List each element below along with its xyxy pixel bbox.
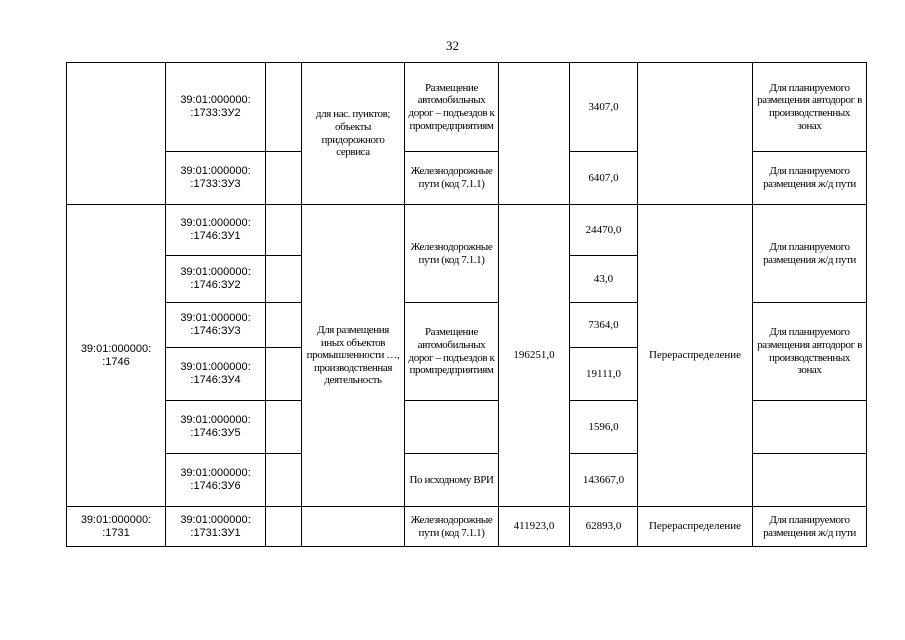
- area-cell: 6407,0: [570, 152, 638, 205]
- permitted-use-cell: [405, 401, 499, 454]
- purpose-cell: Для планируемого размещения автодорог в производственных зонах: [753, 63, 867, 152]
- blank-cell: [266, 507, 302, 547]
- total-area-cell: 411923,0: [499, 507, 570, 547]
- total-area-cell: 196251,0: [499, 205, 570, 507]
- blank-cell: [266, 63, 302, 152]
- area-cell: 43,0: [570, 256, 638, 303]
- method-cell: Перераспределение: [638, 507, 753, 547]
- purpose-cell: Для планируемого размещения ж/д пути: [753, 205, 867, 303]
- new-parcel-id: 39:01:000000: :1746:ЗУ2: [166, 256, 266, 303]
- parcel-cell: [67, 63, 166, 205]
- permitted-use-cell: Размещение автомобильных дорог – подъездов к промпредприятиям: [405, 63, 499, 152]
- new-parcel-id: 39:01:000000: :1731:ЗУ1: [166, 507, 266, 547]
- current-use-cell: Для размещения иных объектов промышленности …, производственная деятельность: [302, 205, 405, 507]
- method-cell: [638, 63, 753, 205]
- page-number: 32: [446, 38, 459, 53]
- permitted-use-cell: Железнодорожные пути (код 7.1.1): [405, 507, 499, 547]
- area-cell: 19111,0: [570, 348, 638, 401]
- table-row: [67, 507, 867, 547]
- new-parcel-id: 39:01:000000: :1733:ЗУ3: [166, 152, 266, 205]
- parcel-cell: 39:01:000000: :1731: [67, 507, 166, 547]
- current-use-cell: для нас. пунктов; объекты придорожного сервиса: [302, 63, 405, 205]
- new-parcel-id: 39:01:000000: :1733:ЗУ2: [166, 63, 266, 152]
- area-cell: 62893,0: [570, 507, 638, 547]
- purpose-cell: Для планируемого размещения автодорог в производственных зонах: [753, 303, 867, 401]
- area-cell: 7364,0: [570, 303, 638, 348]
- new-parcel-id: 39:01:000000: :1746:ЗУ4: [166, 348, 266, 401]
- area-cell: 143667,0: [570, 454, 638, 507]
- blank-cell: [266, 205, 302, 256]
- table-row: [67, 63, 867, 152]
- purpose-cell: Для планируемого размещения ж/д пути: [753, 507, 867, 547]
- table-row: [67, 205, 867, 256]
- land-parcels-table: [66, 62, 867, 547]
- blank-cell: [266, 303, 302, 348]
- permitted-use-cell: Размещение автомобильных дорог – подъездов к промпредприятиям: [405, 303, 499, 401]
- purpose-cell: [753, 401, 867, 454]
- purpose-cell: [753, 454, 867, 507]
- blank-cell: [266, 348, 302, 401]
- new-parcel-id: 39:01:000000: :1746:ЗУ6: [166, 454, 266, 507]
- new-parcel-id: 39:01:000000: :1746:ЗУ3: [166, 303, 266, 348]
- parcel-cell: 39:01:000000: :1746: [67, 205, 166, 507]
- area-cell: 1596,0: [570, 401, 638, 454]
- blank-cell: [266, 152, 302, 205]
- permitted-use-cell: По исходному ВРИ: [405, 454, 499, 507]
- new-parcel-id: 39:01:000000: :1746:ЗУ5: [166, 401, 266, 454]
- blank-cell: [266, 454, 302, 507]
- blank-cell: [266, 401, 302, 454]
- method-cell: Перераспределение: [638, 205, 753, 507]
- current-use-cell: [302, 507, 405, 547]
- area-cell: 24470,0: [570, 205, 638, 256]
- area-cell: 3407,0: [570, 63, 638, 152]
- blank-cell: [266, 256, 302, 303]
- new-parcel-id: 39:01:000000: :1746:ЗУ1: [166, 205, 266, 256]
- permitted-use-cell: Железнодорожные пути (код 7.1.1): [405, 152, 499, 205]
- permitted-use-cell: Железнодорожные пути (код 7.1.1): [405, 205, 499, 303]
- purpose-cell: Для планируемого размещения ж/д пути: [753, 152, 867, 205]
- total-area-cell: [499, 63, 570, 205]
